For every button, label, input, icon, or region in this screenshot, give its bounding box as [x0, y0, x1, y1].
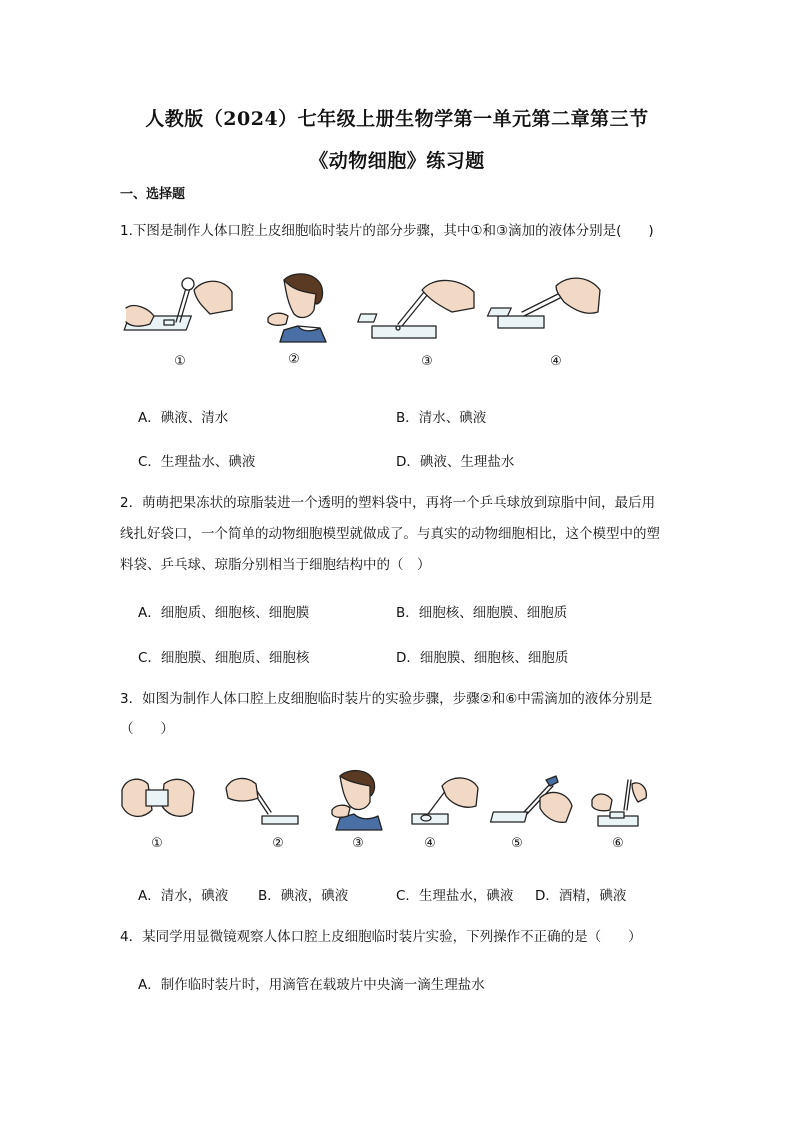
- q3-figure-label: ⑤: [511, 836, 523, 851]
- q2-option-b[interactable]: B．细胞核、细胞膜、细胞质: [396, 605, 568, 621]
- q3-figure-2-dropper-on-slide: [222, 770, 302, 830]
- question-4-stem: 4．某同学用显微镜观察人体口腔上皮细胞临时装片实验，下列操作不正确的是（ ）: [120, 929, 642, 945]
- question-1-stem: 1.下图是制作人体口腔上皮细胞临时装片的部分步骤，其中①和③滴加的液体分别是( ): [120, 223, 654, 239]
- section-heading: 一、选择题: [120, 187, 186, 202]
- q1-option-a[interactable]: A．碘液、清水: [138, 410, 229, 426]
- q2-option-c[interactable]: C．细胞膜、细胞质、细胞核: [138, 650, 310, 666]
- q1-figure-label: ③: [421, 354, 433, 369]
- question-2-stem-line: 线扎好袋口，一个简单的动物细胞模型就做成了。与真实的动物细胞相比，这个模型中的塑: [120, 526, 660, 542]
- q3-option-c[interactable]: C．生理盐水，碘液: [396, 888, 514, 904]
- q1-figure-2-boy-rinsing-mouth: [254, 270, 334, 342]
- q2-option-a[interactable]: A．细胞质、细胞核、细胞膜: [138, 605, 310, 621]
- q3-option-a[interactable]: A．清水，碘液: [138, 888, 229, 904]
- question-3-stem-line: 3．如图为制作人体口腔上皮细胞临时装片的实验步骤，步骤②和⑥中需滴加的液体分别是: [120, 691, 653, 707]
- q3-figure-label: ③: [352, 836, 364, 851]
- q1-figure-label: ④: [550, 354, 562, 369]
- question-2-stem-line: 料袋、乒乓球、琼脂分别相当于细胞结构中的（ ）: [120, 557, 431, 573]
- q3-figure-4-scraping-cells: [408, 772, 480, 830]
- q1-option-b[interactable]: B．清水、碘液: [396, 410, 487, 426]
- q1-figure-label: ①: [174, 354, 186, 369]
- q3-option-b[interactable]: B．碘液，碘液: [258, 888, 349, 904]
- q1-figure-3-dropper-and-coverslip: [364, 272, 484, 342]
- q1-option-d[interactable]: D．碘液、生理盐水: [396, 454, 515, 470]
- q3-figure-label: ④: [424, 836, 436, 851]
- q3-figure-3-boy: [322, 768, 386, 830]
- page-subtitle: 《动物细胞》练习题: [309, 150, 485, 172]
- q4-option-a[interactable]: A．制作临时装片时，用滴管在载玻片中央滴一滴生理盐水: [138, 977, 485, 993]
- q3-option-d[interactable]: D．酒精，碘液: [535, 888, 627, 904]
- q2-option-d[interactable]: D．细胞膜、细胞核、细胞质: [396, 650, 569, 666]
- q1-figure-1-dropper-on-slide: [124, 270, 239, 340]
- q3-figure-5-placing-coverslip: [500, 772, 576, 830]
- q1-figure-label: ②: [288, 352, 300, 367]
- q1-option-c[interactable]: C．生理盐水、碘液: [138, 454, 256, 470]
- page-title: 人教版（2024）七年级上册生物学第一单元第二章第三节: [145, 108, 649, 130]
- question-3-stem-line: （ ）: [120, 721, 174, 737]
- q3-figure-label: ①: [151, 836, 163, 851]
- q1-figure-4-tweezers-coverslip: [494, 272, 604, 338]
- question-2-stem-line: 2．萌萌把果冻状的琼脂装进一个透明的塑料袋中，再将一个乒乓球放到琼脂中间，最后用: [120, 495, 656, 511]
- q3-figure-label: ②: [272, 836, 284, 851]
- q3-figure-label: ⑥: [612, 836, 624, 851]
- q3-figure-1-wiping-slide: [118, 770, 198, 830]
- q3-figure-6-staining: [590, 770, 650, 830]
